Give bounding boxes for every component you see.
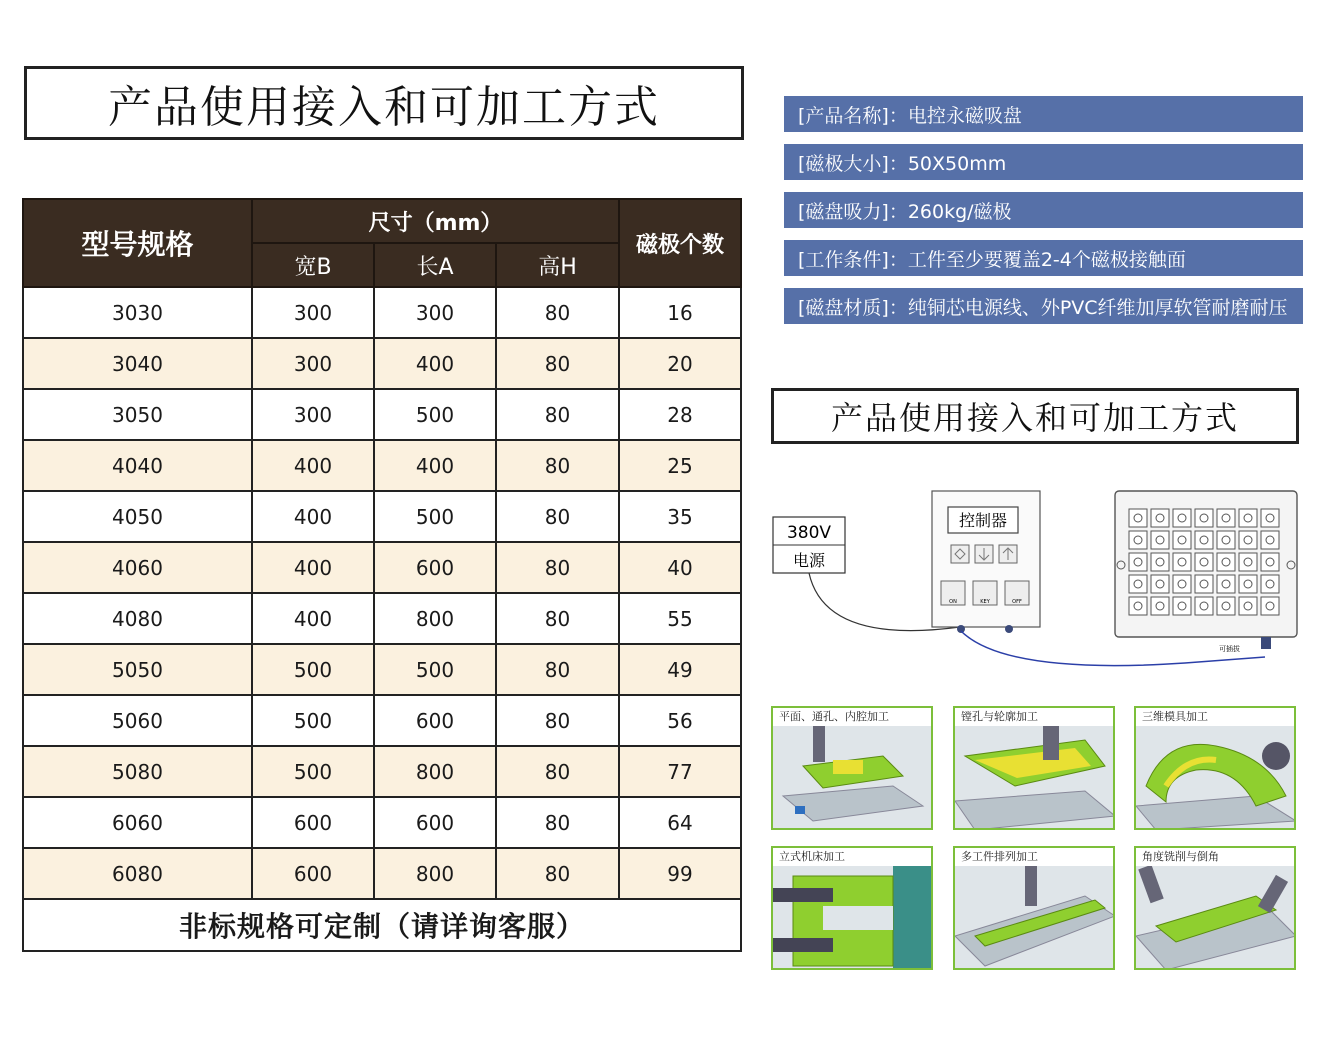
cell-length: 600 xyxy=(374,542,496,593)
magnetic-pole xyxy=(1195,575,1213,593)
info-work-condition: [工作条件]：工件至少要覆盖2-4个磁极接触面 xyxy=(784,240,1303,276)
cell-width: 400 xyxy=(252,440,374,491)
cell-height: 80 xyxy=(496,287,619,338)
cell-model: 3030 xyxy=(23,287,252,338)
left-title: 产品使用接入和可加工方式 xyxy=(24,66,744,140)
cell-height: 80 xyxy=(496,797,619,848)
cell-poles: 49 xyxy=(619,644,741,695)
cell-height: 80 xyxy=(496,440,619,491)
cell-width: 500 xyxy=(252,695,374,746)
magnetic-pole xyxy=(1151,575,1169,593)
cell-model: 3040 xyxy=(23,338,252,389)
magnetic-pole xyxy=(1151,597,1169,615)
cell-length: 600 xyxy=(374,695,496,746)
header-width: 宽B xyxy=(252,243,374,287)
magnetic-pole xyxy=(1239,597,1257,615)
cell-poles: 16 xyxy=(619,287,741,338)
magnetic-pole xyxy=(1173,531,1191,549)
header-height: 高H xyxy=(496,243,619,287)
thumb-label: 三维模具加工 xyxy=(1136,708,1294,726)
cell-model: 3050 xyxy=(23,389,252,440)
cell-width: 300 xyxy=(252,338,374,389)
cell-model: 6060 xyxy=(23,797,252,848)
cell-width: 400 xyxy=(252,542,374,593)
magnetic-pole xyxy=(1217,553,1235,571)
cell-model: 4060 xyxy=(23,542,252,593)
magnetic-pole xyxy=(1151,553,1169,571)
thumb-label: 多工件排列加工 xyxy=(955,848,1113,866)
cell-length: 500 xyxy=(374,389,496,440)
cell-poles: 64 xyxy=(619,797,741,848)
cell-poles: 40 xyxy=(619,542,741,593)
cell-model: 5050 xyxy=(23,644,252,695)
magnetic-pole xyxy=(1217,531,1235,549)
cell-poles: 28 xyxy=(619,389,741,440)
thumb-label: 角度铣削与倒角 xyxy=(1136,848,1294,866)
magnetic-pole xyxy=(1151,509,1169,527)
magnetic-pole xyxy=(1261,553,1279,571)
magnetic-pole xyxy=(1261,531,1279,549)
connection-diagram xyxy=(765,485,1305,675)
thumb-multi-workpiece xyxy=(953,846,1115,970)
magnetic-pole xyxy=(1239,531,1257,549)
magnetic-pole xyxy=(1239,553,1257,571)
cell-length: 500 xyxy=(374,644,496,695)
cell-height: 80 xyxy=(496,542,619,593)
cell-width: 500 xyxy=(252,644,374,695)
cell-height: 80 xyxy=(496,848,619,899)
custom-spec-note: 非标规格可定制（请详询客服） xyxy=(23,899,741,951)
cell-length: 400 xyxy=(374,338,496,389)
cell-poles: 56 xyxy=(619,695,741,746)
cell-width: 300 xyxy=(252,389,374,440)
cell-height: 80 xyxy=(496,491,619,542)
cell-height: 80 xyxy=(496,644,619,695)
magnetic-pole xyxy=(1261,575,1279,593)
cell-poles: 20 xyxy=(619,338,741,389)
voltage-label: 380V xyxy=(786,523,832,543)
table-row xyxy=(23,287,741,338)
magnetic-pole xyxy=(1195,531,1213,549)
magnetic-pole xyxy=(1261,597,1279,615)
cell-width: 600 xyxy=(252,848,374,899)
right-title: 产品使用接入和可加工方式 xyxy=(771,388,1299,444)
magnetic-pole xyxy=(1195,597,1213,615)
magnetic-pole xyxy=(1261,509,1279,527)
magnetic-pole xyxy=(1217,509,1235,527)
table-row xyxy=(23,644,741,695)
cell-model: 4080 xyxy=(23,593,252,644)
info-suction: [磁盘吸力]：260kg/磁极 xyxy=(784,192,1303,228)
table-row xyxy=(23,797,741,848)
cell-width: 400 xyxy=(252,593,374,644)
magnetic-pole xyxy=(1195,553,1213,571)
cell-length: 300 xyxy=(374,287,496,338)
thumb-label: 平面、通孔、内腔加工 xyxy=(773,708,931,726)
table-row xyxy=(23,746,741,797)
cell-length: 800 xyxy=(374,593,496,644)
thumb-label: 立式机床加工 xyxy=(773,848,931,866)
btn-key-label: KEY xyxy=(980,599,990,605)
magnetic-pole xyxy=(1173,553,1191,571)
cell-length: 400 xyxy=(374,440,496,491)
cell-model: 6080 xyxy=(23,848,252,899)
cell-width: 400 xyxy=(252,491,374,542)
thumb-3d-mold xyxy=(1134,706,1296,830)
magnetic-pole xyxy=(1195,509,1213,527)
cell-width: 500 xyxy=(252,746,374,797)
cell-poles: 99 xyxy=(619,848,741,899)
table-row xyxy=(23,593,741,644)
cell-length: 600 xyxy=(374,797,496,848)
pole-grid xyxy=(1129,509,1279,615)
cell-poles: 35 xyxy=(619,491,741,542)
cell-height: 80 xyxy=(496,695,619,746)
btn-on-label: ON xyxy=(949,599,957,605)
magnetic-pole xyxy=(1129,509,1147,527)
table-row xyxy=(23,440,741,491)
header-poles: 磁极个数 xyxy=(619,199,741,287)
cell-model: 5080 xyxy=(23,746,252,797)
thumb-boring-contour xyxy=(953,706,1115,830)
header-model: 型号规格 xyxy=(23,199,252,287)
thumb-surface-machining xyxy=(771,706,933,830)
cell-height: 80 xyxy=(496,338,619,389)
table-row xyxy=(23,338,741,389)
magnetic-pole xyxy=(1217,575,1235,593)
info-material: [磁盘材质]：纯铜芯电源线、外PVC纤维加厚软管耐磨耐压 xyxy=(784,288,1303,324)
cell-height: 80 xyxy=(496,389,619,440)
table-row xyxy=(23,389,741,440)
magnetic-pole xyxy=(1239,575,1257,593)
cell-length: 500 xyxy=(374,491,496,542)
cell-poles: 55 xyxy=(619,593,741,644)
cell-width: 600 xyxy=(252,797,374,848)
table-row xyxy=(23,491,741,542)
spec-table xyxy=(22,198,742,952)
magnetic-pole xyxy=(1173,575,1191,593)
magnetic-pole xyxy=(1129,575,1147,593)
power-label: 电源 xyxy=(792,551,826,570)
cell-model: 4050 xyxy=(23,491,252,542)
magnetic-pole xyxy=(1129,597,1147,615)
magnetic-pole xyxy=(1217,597,1235,615)
magnetic-pole xyxy=(1173,597,1191,615)
magnetic-pole xyxy=(1173,509,1191,527)
magnetic-pole xyxy=(1151,531,1169,549)
thumb-vertical-machine xyxy=(771,846,933,970)
thumb-label: 镗孔与轮廓加工 xyxy=(955,708,1113,726)
magnetic-pole xyxy=(1129,553,1147,571)
cell-length: 800 xyxy=(374,848,496,899)
pluggable-label: 可插拔 xyxy=(1219,645,1240,653)
cell-poles: 25 xyxy=(619,440,741,491)
controller-label: 控制器 xyxy=(958,511,1008,530)
magnetic-pole xyxy=(1239,509,1257,527)
table-row xyxy=(23,848,741,899)
header-size: 尺寸（mm） xyxy=(252,199,619,243)
table-row xyxy=(23,695,741,746)
btn-off-label: OFF xyxy=(1012,599,1022,605)
info-pole-size: [磁极大小]：50X50mm xyxy=(784,144,1303,180)
magnetic-pole xyxy=(1129,531,1147,549)
header-length: 长A xyxy=(374,243,496,287)
cell-height: 80 xyxy=(496,746,619,797)
thumb-angle-milling xyxy=(1134,846,1296,970)
cell-model: 4040 xyxy=(23,440,252,491)
table-row xyxy=(23,542,741,593)
cell-height: 80 xyxy=(496,593,619,644)
info-product-name: [产品名称]：电控永磁吸盘 xyxy=(784,96,1303,132)
cell-poles: 77 xyxy=(619,746,741,797)
cell-width: 300 xyxy=(252,287,374,338)
cell-length: 800 xyxy=(374,746,496,797)
cell-model: 5060 xyxy=(23,695,252,746)
